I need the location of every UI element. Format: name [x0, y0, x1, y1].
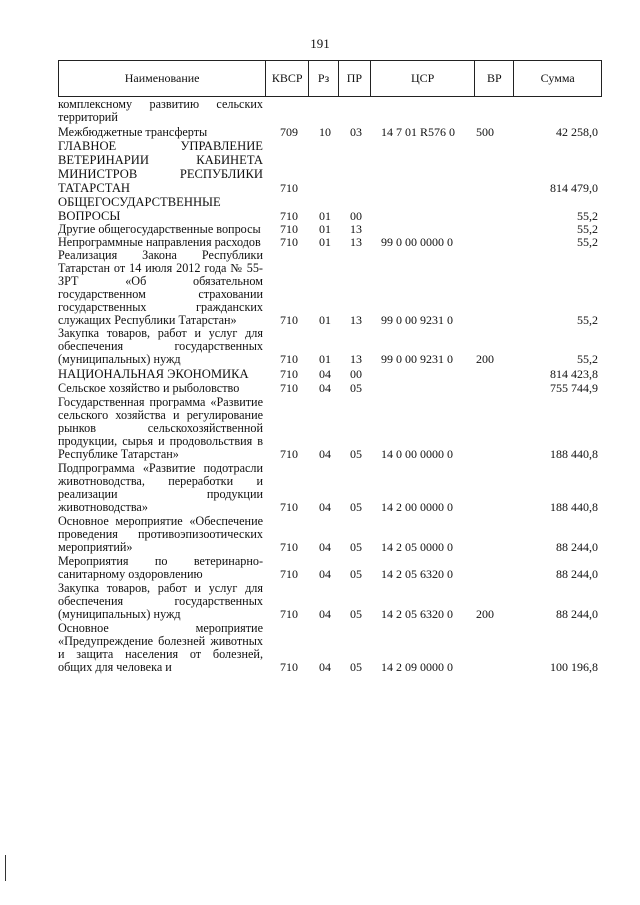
header-kvsr: КВСР [266, 61, 309, 96]
row-kvsr: 710 [280, 500, 298, 514]
row-sum: 55,2 [577, 235, 598, 249]
row-csr: 14 2 00 0000 0 [381, 500, 453, 514]
row-csr: 99 0 00 0000 0 [381, 235, 453, 249]
row-kvsr: 710 [280, 222, 298, 236]
row-csr: 14 0 00 0000 0 [381, 447, 453, 461]
table-row [58, 367, 602, 381]
row-rz: 04 [319, 381, 331, 395]
row-name: ОБЩЕГОСУДАРСТВЕННЫЕ ВОПРОСЫ [58, 195, 221, 223]
row-kvsr: 710 [280, 235, 298, 249]
row-name: Непрограммные направления расходов [58, 235, 261, 249]
row-kvsr: 709 [280, 125, 298, 139]
row-pr: 05 [350, 540, 362, 554]
row-sum: 100 196,8 [550, 660, 598, 674]
row-pr: 00 [350, 209, 362, 223]
row-name: Реализация Закона Республики Татарстан от 14 июля 2012 года № 55-ЗРТ «Об обязательном государственном страховании государственных гражданских служащих Республики Татарстан» [58, 248, 263, 327]
row-rz: 04 [319, 447, 331, 461]
row-csr: 14 2 05 6320 0 [381, 567, 453, 581]
row-name: комплексному развитию сельских территорий [58, 97, 263, 124]
row-name: Основное мероприятие «Обеспечение проведения противоэпизоотических мероприятий» [58, 514, 263, 554]
table-row [58, 249, 602, 327]
row-kvsr: 710 [280, 607, 298, 621]
row-name: Подпрограмма «Развитие подотрасли животноводства, переработки и реализации продукции животноводства» [58, 461, 263, 514]
header-sum: Сумма [540, 71, 575, 85]
row-csr: 99 0 00 9231 0 [381, 313, 453, 327]
row-name: Закупка товаров, работ и услуг для обеспечения государственных (муниципальных) нужд [58, 326, 263, 366]
row-kvsr: 710 [280, 567, 298, 581]
row-pr: 13 [350, 313, 362, 327]
row-name: ГЛАВНОЕ УПРАВЛЕНИЕ ВЕТЕРИНАРИИ КАБИНЕТА МИНИСТРОВ РЕСПУБЛИКИ ТАТАРСТАН [58, 139, 263, 195]
row-pr: 13 [350, 352, 362, 366]
row-vr: 200 [476, 352, 494, 366]
row-pr: 03 [350, 125, 362, 139]
row-kvsr: 710 [280, 352, 298, 366]
row-rz: 01 [319, 209, 331, 223]
row-rz: 04 [319, 567, 331, 581]
table-header [58, 60, 602, 97]
row-name: Закупка товаров, работ и услуг для обеспечения государственных (муниципальных) нужд [58, 581, 263, 621]
row-rz: 01 [319, 352, 331, 366]
row-rz: 01 [319, 235, 331, 249]
table-row [58, 396, 602, 461]
row-pr: 05 [350, 500, 362, 514]
row-sum: 188 440,8 [550, 447, 598, 461]
row-vr: 500 [476, 125, 494, 139]
table-row [58, 126, 602, 139]
row-name: НАЦИОНАЛЬНАЯ ЭКОНОМИКА [58, 367, 249, 381]
table-row [58, 139, 602, 195]
table-row [58, 462, 602, 514]
row-kvsr: 710 [280, 660, 298, 674]
table-row [58, 555, 602, 581]
row-pr: 00 [350, 367, 362, 381]
row-rz: 01 [319, 313, 331, 327]
row-sum: 55,2 [577, 313, 598, 327]
table-row [58, 327, 602, 366]
table-row [58, 582, 602, 621]
row-sum: 88 244,0 [556, 567, 598, 581]
header-csr: ЦСР [371, 61, 476, 96]
row-vr: 200 [476, 607, 494, 621]
row-name: Основное мероприятие «Предупреждение болезней животных и защита населения от болезней, общих для человека и [58, 621, 263, 674]
row-kvsr: 710 [280, 367, 298, 381]
row-sum: 88 244,0 [556, 540, 598, 554]
row-sum: 55,2 [577, 222, 598, 236]
row-name: Сельское хозяйство и рыболовство [58, 381, 240, 395]
row-sum: 188 440,8 [550, 500, 598, 514]
row-rz: 04 [319, 540, 331, 554]
page-number: 191 [310, 36, 330, 51]
margin-mark [5, 855, 6, 881]
row-sum: 55,2 [577, 352, 598, 366]
row-rz: 04 [319, 367, 331, 381]
row-kvsr: 710 [280, 540, 298, 554]
row-csr: 14 2 09 0000 0 [381, 660, 453, 674]
row-sum: 814 423,8 [550, 367, 598, 381]
row-kvsr: 710 [280, 209, 298, 223]
table-row [58, 515, 602, 554]
row-kvsr: 710 [280, 181, 298, 195]
row-kvsr: 710 [280, 447, 298, 461]
header-vr: ВР [475, 61, 514, 96]
row-name: Государственная программа «Развитие сельского хозяйства и регулирование рынков сельскохозяйственной продукции, сырья и продовольствия в Республике Татарстан» [58, 395, 263, 461]
row-pr: 13 [350, 235, 362, 249]
row-sum: 88 244,0 [556, 607, 598, 621]
row-rz: 04 [319, 660, 331, 674]
row-pr: 05 [350, 567, 362, 581]
row-pr: 13 [350, 222, 362, 236]
header-rz: Рз [309, 61, 339, 96]
row-rz: 01 [319, 222, 331, 236]
row-sum: 42 258,0 [556, 125, 598, 139]
table-row [58, 382, 602, 395]
row-pr: 05 [350, 660, 362, 674]
table-row [58, 195, 602, 223]
row-rz: 10 [319, 125, 331, 139]
row-name: Другие общегосударственные вопросы [58, 222, 261, 236]
row-name: Мероприятия по ветеринарно-санитарному оздоровлению [58, 554, 263, 581]
row-pr: 05 [350, 607, 362, 621]
row-name: Межбюджетные трансферты [58, 125, 208, 139]
row-kvsr: 710 [280, 313, 298, 327]
header-name: Наименование [59, 61, 266, 96]
row-csr: 99 0 00 9231 0 [381, 352, 453, 366]
row-kvsr: 710 [280, 381, 298, 395]
table-body [58, 98, 602, 674]
row-csr: 14 2 05 6320 0 [381, 607, 453, 621]
row-rz: 04 [319, 500, 331, 514]
row-rz: 04 [319, 607, 331, 621]
row-csr: 14 7 01 R576 0 [381, 125, 456, 139]
row-sum: 55,2 [577, 209, 598, 223]
row-sum: 755 744,9 [550, 381, 598, 395]
table-row [58, 622, 602, 674]
table-row [58, 98, 602, 124]
row-pr: 05 [350, 447, 362, 461]
row-sum: 814 479,0 [550, 181, 598, 195]
header-pr: ПР [339, 61, 371, 96]
row-csr: 14 2 05 0000 0 [381, 540, 453, 554]
row-pr: 05 [350, 381, 362, 395]
